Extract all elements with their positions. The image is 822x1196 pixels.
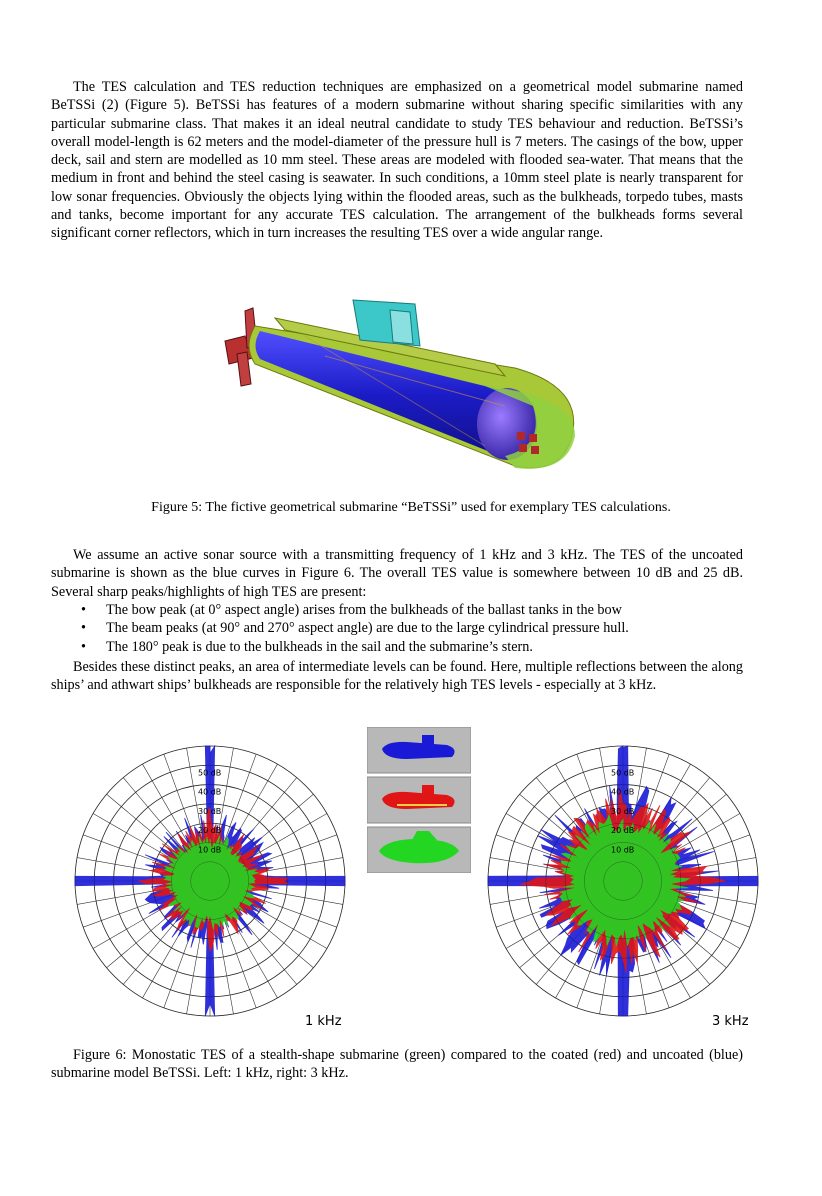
db-tick-label: 50 dB — [198, 768, 222, 778]
legend-submarine-icons — [367, 727, 471, 873]
figure-5-caption: Figure 5: The fictive geometrical submarine “BeTSSi” used for exemplary TES calculations. — [151, 500, 671, 515]
polar-plot-1khz — [55, 726, 365, 1036]
paragraph-2: We assume an active sonar source with a transmitting frequency of 1 kHz and 3 kHz. The TES of the uncoated submarine is shown as the blue curves in Figure 6. The overall TES value is somewhere between 10 dB and 25 dB. Several sharp peaks/highlights of high TES are present: — [51, 547, 743, 600]
frequency-label-3khz: 3 kHz — [712, 1014, 749, 1029]
db-tick-label: 20 dB — [611, 826, 635, 836]
bullet-item: • The bow peak (at 0° aspect angle) arises from the bulkheads of the ballast tanks in the bow — [81, 602, 622, 618]
db-tick-label: 50 dB — [611, 768, 635, 778]
db-tick-label: 10 dB — [611, 845, 635, 855]
db-tick-label: 40 dB — [198, 787, 222, 797]
db-tick-label: 30 dB — [198, 806, 222, 816]
paragraph-3: Besides these distinct peaks, an area of intermediate levels can be found. Here, multiple reflections between the along ships’ and athwart ships’ bulkheads are responsible for the relatively high TES levels - especially at 3 kHz. — [51, 659, 743, 694]
polar-plot-3khz — [468, 726, 778, 1036]
db-tick-label: 10 dB — [198, 845, 222, 855]
db-tick-label: 40 dB — [611, 787, 635, 797]
figure-6-caption: Figure 6: Monostatic TES of a stealth-shape submarine (green) compared to the coated (red) and uncoated (blue) submarine model BeTSSi. Left: 1 kHz, right: 3 kHz. — [51, 1047, 743, 1082]
db-tick-label: 20 dB — [198, 826, 222, 836]
bullet-list — [51, 601, 751, 656]
frequency-label-1khz: 1 kHz — [305, 1014, 342, 1029]
paragraph-1: The TES calculation and TES reduction techniques are emphasized on a geometrical model submarine named BeTSSi (2) (Figure 5). BeTSSi has features of a modern submarine without sharing specific similarities with any particular submarine class. That makes it an ideal neutral candidate to study TES behaviour and reduction. BeTSSi’s overall model-length is 62 meters and the model-diameter of the pressure hull is 7 meters. The casings of the bow, upper deck, sail and stern are modelled as 10 mm steel. These areas are modeled with flooded sea-water. That means that the medium in front and behind the steel casing is seawater. In such conditions, a 10mm steel plate is nearly transparent for low sonar frequencies. Obviously the objects lying within the flooded areas, such as the bulkheads, torpedo tubes, masts and tanks, become important for any accurate TES calculation. The arrangement of the bulkheads forms several significant corner reflectors, which in turn increases the resulting TES over a wide angular range. — [51, 79, 743, 242]
figure-5-submarine-image — [215, 296, 585, 480]
bullet-item: • The 180° peak is due to the bulkheads in the sail and the submarine’s stern. — [81, 638, 533, 655]
bullet-item: • The beam peaks (at 90° and 270° aspect angle) are due to the large cylindrical pressure hull. — [81, 620, 629, 637]
db-tick-label: 30 dB — [611, 806, 635, 816]
